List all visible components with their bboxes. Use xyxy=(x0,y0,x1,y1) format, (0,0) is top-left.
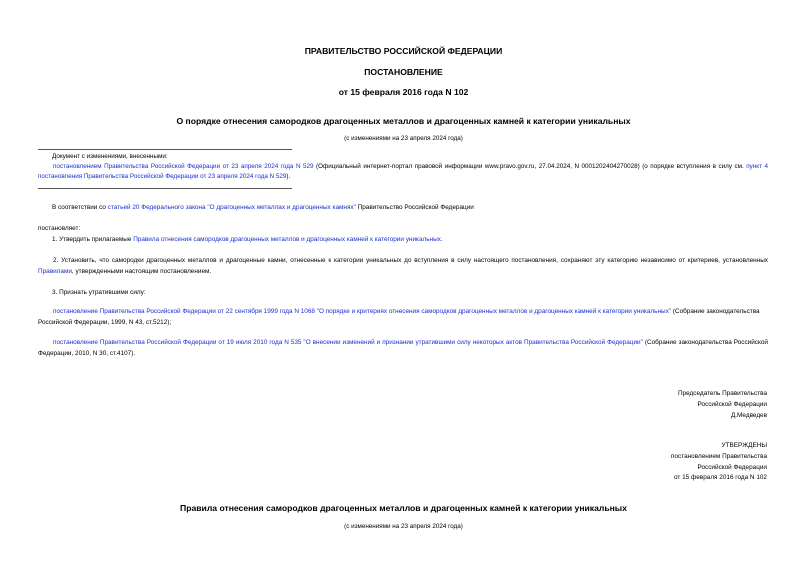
signature-line-2: Российской Федерации xyxy=(697,400,767,408)
preamble-suffix: Правительство Российской Федерации xyxy=(355,204,474,211)
amendments-bottom-rule xyxy=(38,188,292,189)
repealed-2-suffix: (Собрание законодательства Российской Федерации, 2010, N 30, ст.4107). xyxy=(38,339,768,357)
approval-line-1: УТВЕРЖДЕНЫ xyxy=(721,442,767,449)
amendment-text-2: ). xyxy=(286,173,291,181)
date-number-heading: от 15 февраля 2016 года N 102 xyxy=(338,87,469,97)
item-1-suffix: . xyxy=(440,236,443,243)
signature-line-1: Председатель Правительства xyxy=(678,390,767,397)
approval-line-4: от 15 февраля 2016 года N 102 xyxy=(674,474,767,482)
signature-line-3: Д.Медведев xyxy=(730,411,767,419)
document-title: О порядке отнесения самородков драгоценных металлов и драгоценных камней к категории уникальных xyxy=(176,116,631,126)
amendment-link-529[interactable]: постановлением Правительства Российской Федерации от 23 апреля 2024 года N 529 xyxy=(53,163,314,170)
amendment-link-item4[interactable]: пункт 4 постановления Правительства Российской Федерации от 23 апреля 2024 года N 529 xyxy=(38,163,768,181)
preamble xyxy=(52,203,768,214)
repealed-1 xyxy=(38,307,770,328)
amendment-text-1: (Официальный интернет-портал правовой информации www.pravo.gov.ru, 27.04.2024, N 0001202404270028) (о порядке вступления в силу см. xyxy=(313,163,747,170)
signature-block xyxy=(678,389,767,421)
item-1 xyxy=(52,235,768,246)
amendments-top-rule xyxy=(38,149,292,150)
preamble-prefix: В соответствии со xyxy=(52,204,108,211)
decrees-label: постановляет: xyxy=(38,225,81,232)
repealed-1-suffix: (Собрание законодательства Российской Федерации, 1999, N 43, ст.5212); xyxy=(38,308,760,326)
item-2-prefix: 2. Установить, что самородки драгоценных металлов и драгоценные камни, отнесенные к категории уникальных до вступления в силу настоящего постановления, сохраняют эту категорию независимо от критериев, установленных xyxy=(53,257,768,264)
item-2 xyxy=(38,256,768,277)
repealed-1-link[interactable]: постановление Правительства Российской Федерации от 22 сентября 1999 года N 1068 "О порядке и критериях отнесения самородков драгоценных металлов и драгоценных камней к категории уникальных" xyxy=(53,308,672,315)
approval-block xyxy=(671,441,767,484)
approval-line-2: постановлением Правительства xyxy=(671,452,767,460)
item-3: 3. Признать утратившими силу: xyxy=(52,289,146,296)
government-heading: ПРАВИТЕЛЬСТВО РОССИЙСКОЙ ФЕДЕРАЦИИ xyxy=(304,46,503,56)
approval-line-3: Российской Федерации xyxy=(697,463,767,471)
doc-type-heading: ПОСТАНОВЛЕНИЕ xyxy=(364,67,443,77)
item-1-prefix: 1. Утвердить прилагаемые xyxy=(52,236,134,243)
item-2-suffix: , утвержденными настоящим постановлением. xyxy=(71,267,212,275)
rules-title: Правила отнесения самородков драгоценных металлов и драгоценных камней к категории уникальных xyxy=(180,503,627,513)
amendments-intro: Документ с изменениями, внесенными: xyxy=(52,153,168,160)
rules-link[interactable]: Правила отнесения самородков драгоценных металлов и драгоценных камней к категории уникальных xyxy=(133,236,441,243)
repealed-2 xyxy=(38,338,768,359)
rules-short-link[interactable]: Правилами xyxy=(38,267,72,275)
amendment-note: (с изменениями на 23 апреля 2024 года) xyxy=(344,135,463,142)
federal-law-link[interactable]: статьей 20 Федерального закона "О драгоценных металлах и драгоценных камнях" xyxy=(107,204,356,211)
amendments-body xyxy=(38,162,768,183)
rules-amendment-note: (с изменениями на 23 апреля 2024 года) xyxy=(344,523,463,530)
repealed-2-link[interactable]: постановление Правительства Российской Федерации от 19 июля 2010 года N 535 "О внесении изменений и признании утратившими силу некоторых актов Правительства Российской Федерации" xyxy=(53,339,643,346)
